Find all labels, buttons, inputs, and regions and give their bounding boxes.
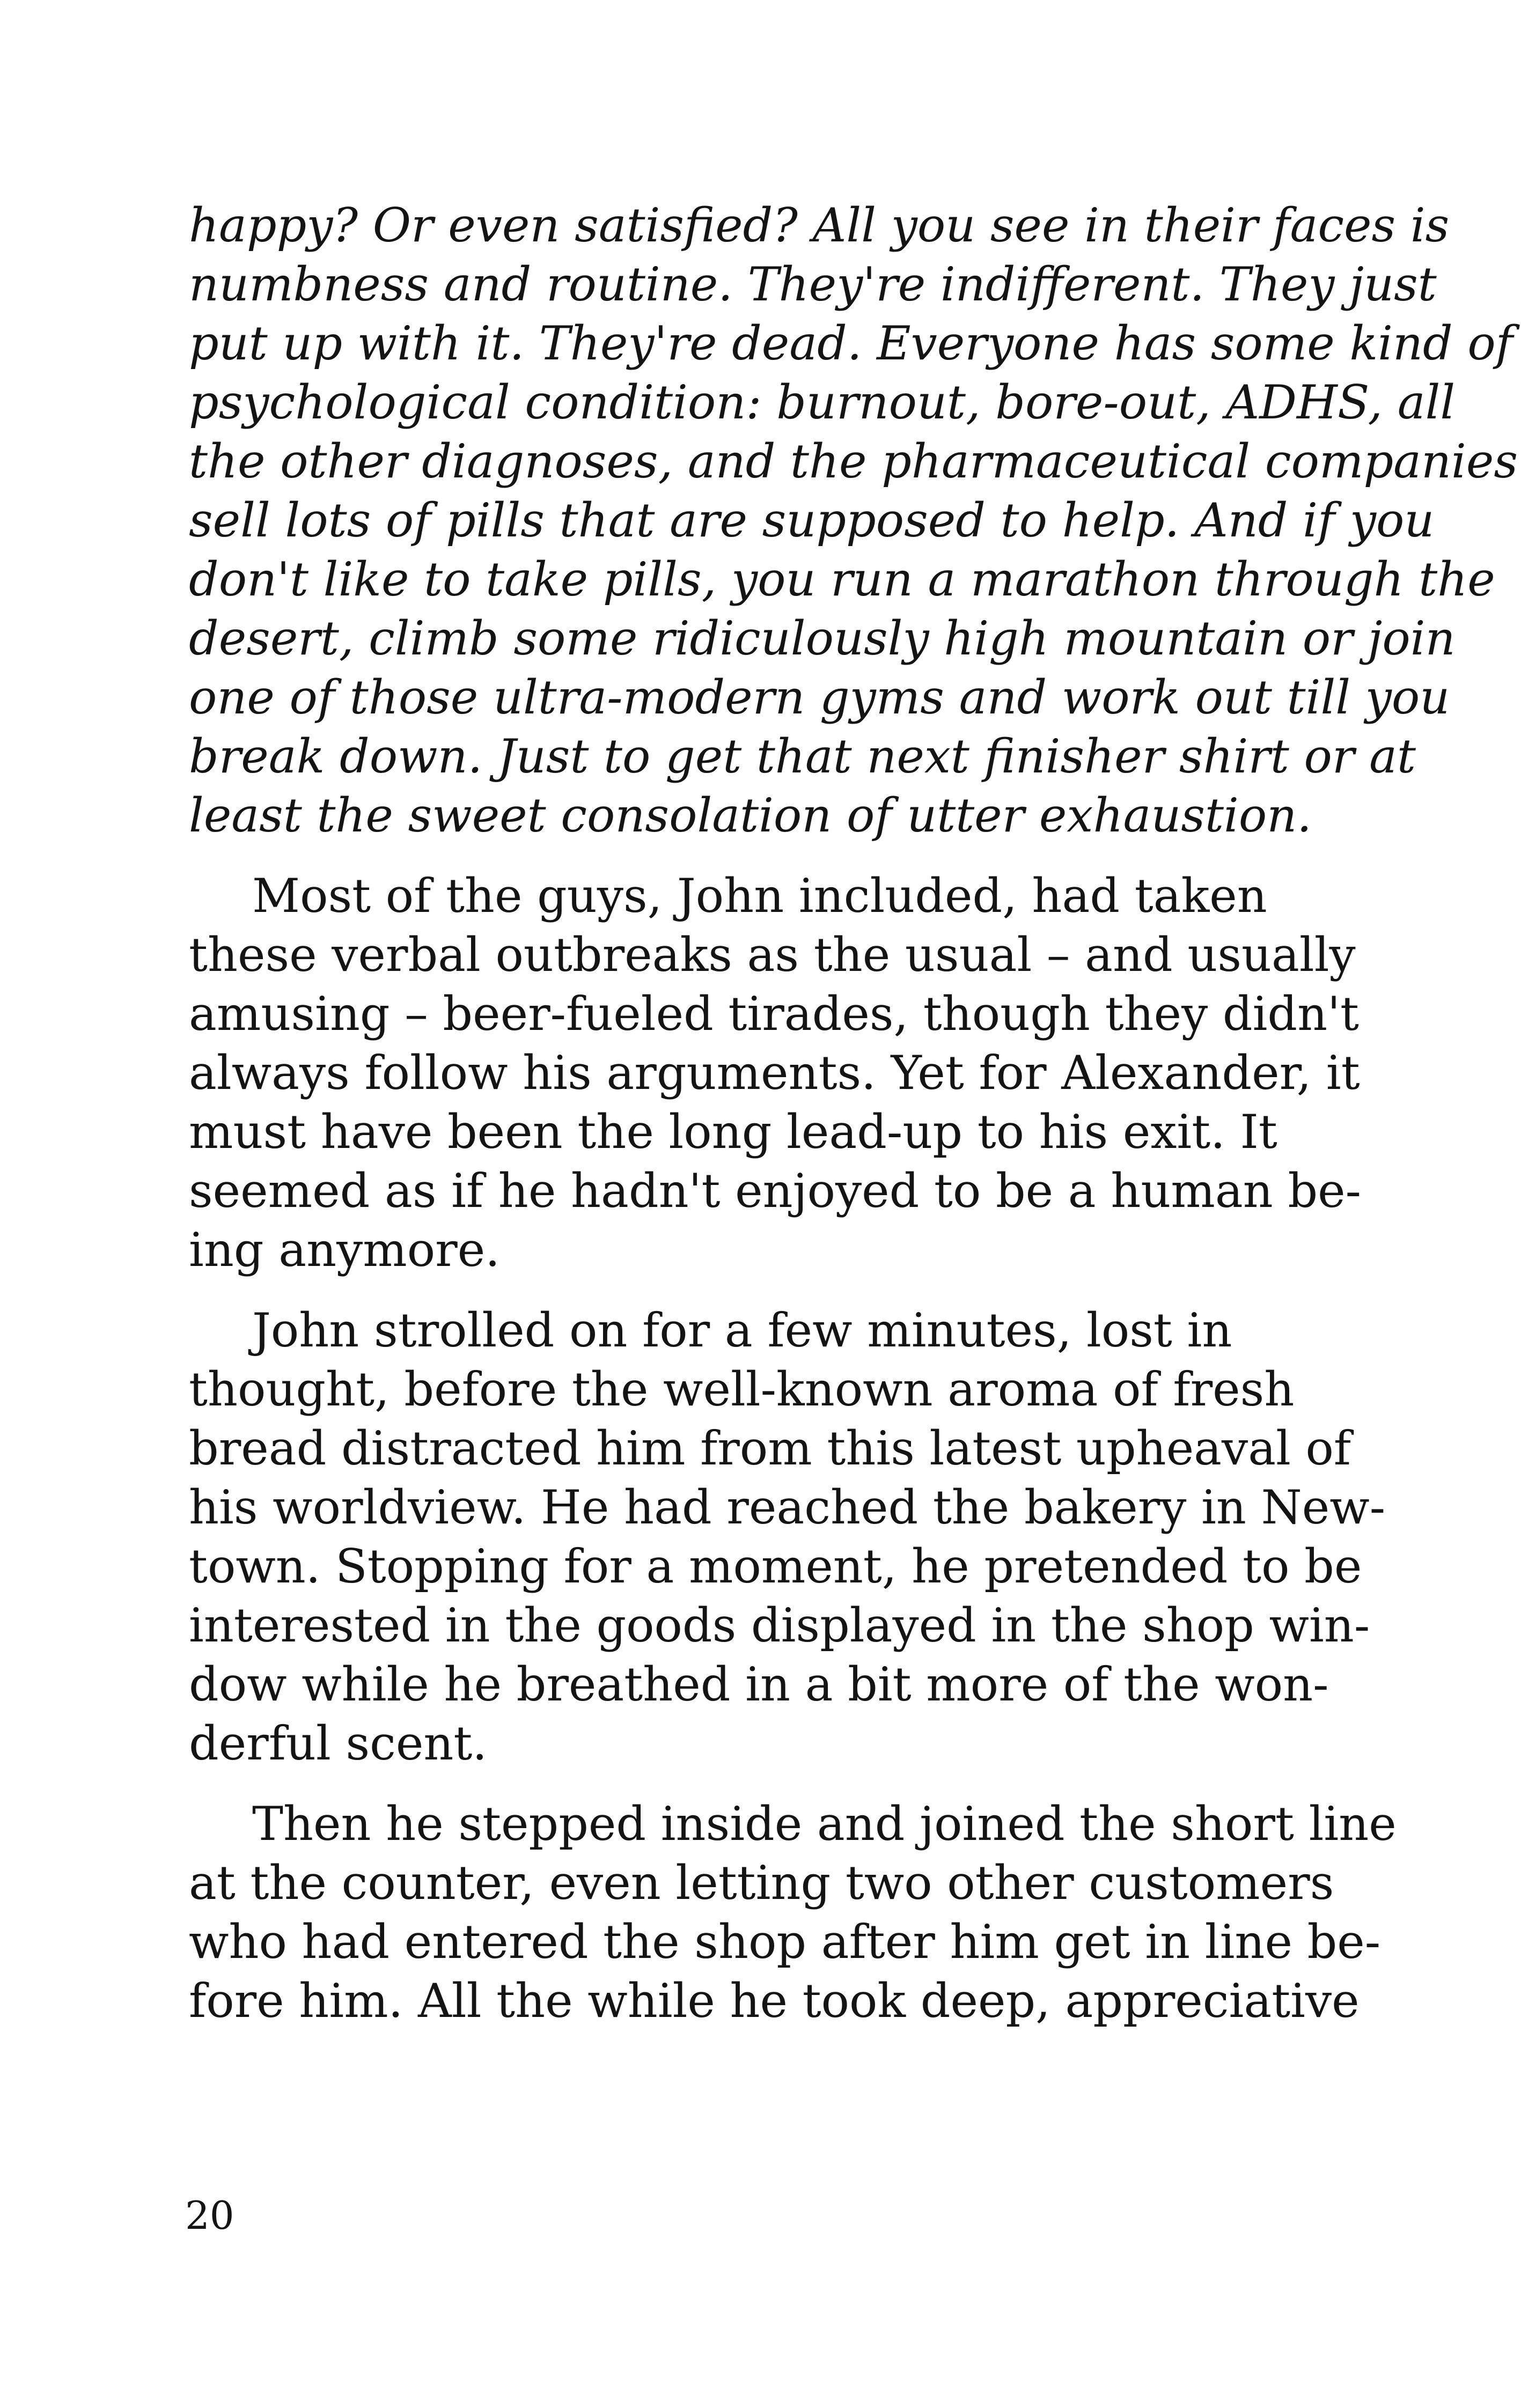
- text-line: numbness and routine. They're indifferent. They just: [189, 257, 1437, 312]
- text-line: his worldview. He had reached the bakery in New-: [189, 1480, 1386, 1535]
- text-line: seemed as if he hadn't enjoyed to be a human be-: [189, 1164, 1362, 1218]
- text-line: Most of the guys, John included, had taken: [252, 868, 1267, 923]
- text-line: ing anymore.: [189, 1223, 500, 1277]
- text-line: Then he stepped inside and joined the short line: [252, 1796, 1397, 1851]
- text-line: John strolled on for a few minutes, lost in: [252, 1303, 1232, 1358]
- body-paragraph: [189, 1301, 1386, 1773]
- text-line: derful scent.: [189, 1716, 487, 1771]
- text-line: thought, before the well-known aroma of fresh: [189, 1362, 1295, 1417]
- text-line: put up with it. They're dead. Everyone has some kind of: [189, 316, 1513, 371]
- text-line: psychological condition: burnout, bore-out, ADHS, all: [189, 375, 1456, 430]
- text-line: one of those ultra-modern gyms and work out till you: [189, 670, 1450, 725]
- text-line: don't like to take pills, you run a marathon through the: [189, 552, 1495, 607]
- text-line: always follow his arguments. Yet for Alexander, it: [189, 1045, 1360, 1100]
- page-body: [189, 196, 1518, 2030]
- text-line: at the counter, even letting two other customers: [189, 1855, 1334, 1910]
- text-line: sell lots of pills that are supposed to help. And if you: [189, 493, 1435, 548]
- text-line: desert, climb some ridiculously high mountain or join: [189, 611, 1456, 666]
- text-line: fore him. All the while he took deep, appreciative: [189, 1973, 1360, 2028]
- text-line: break down. Just to get that next finisher shirt or at: [189, 729, 1416, 784]
- text-line: dow while he breathed in a bit more of the won-: [189, 1657, 1329, 1712]
- body-paragraph: [189, 866, 1362, 1279]
- text-line: the other diagnoses, and the pharmaceutical companies: [189, 434, 1518, 489]
- page-number: 20: [185, 2193, 234, 2238]
- text-line: interested in the goods displayed in the shop win-: [189, 1598, 1370, 1653]
- text-line: amusing – beer-fueled tirades, though they didn't: [189, 986, 1359, 1041]
- body-paragraph: [189, 1794, 1397, 2030]
- text-line: must have been the long lead-up to his exit. It: [189, 1104, 1277, 1159]
- text-line: happy? Or even satisfied? All you see in their faces is: [189, 198, 1450, 253]
- text-line: who had entered the shop after him get in line be-: [189, 1914, 1381, 1969]
- text-line: bread distracted him from this latest upheaval of: [189, 1421, 1351, 1476]
- text-line: these verbal outbreaks as the usual – and usually: [189, 927, 1356, 982]
- italic-quote-paragraph: [189, 196, 1518, 845]
- text-line: town. Stopping for a moment, he pretended to be: [189, 1539, 1362, 1594]
- text-line: least the sweet consolation of utter exhaustion.: [189, 788, 1312, 843]
